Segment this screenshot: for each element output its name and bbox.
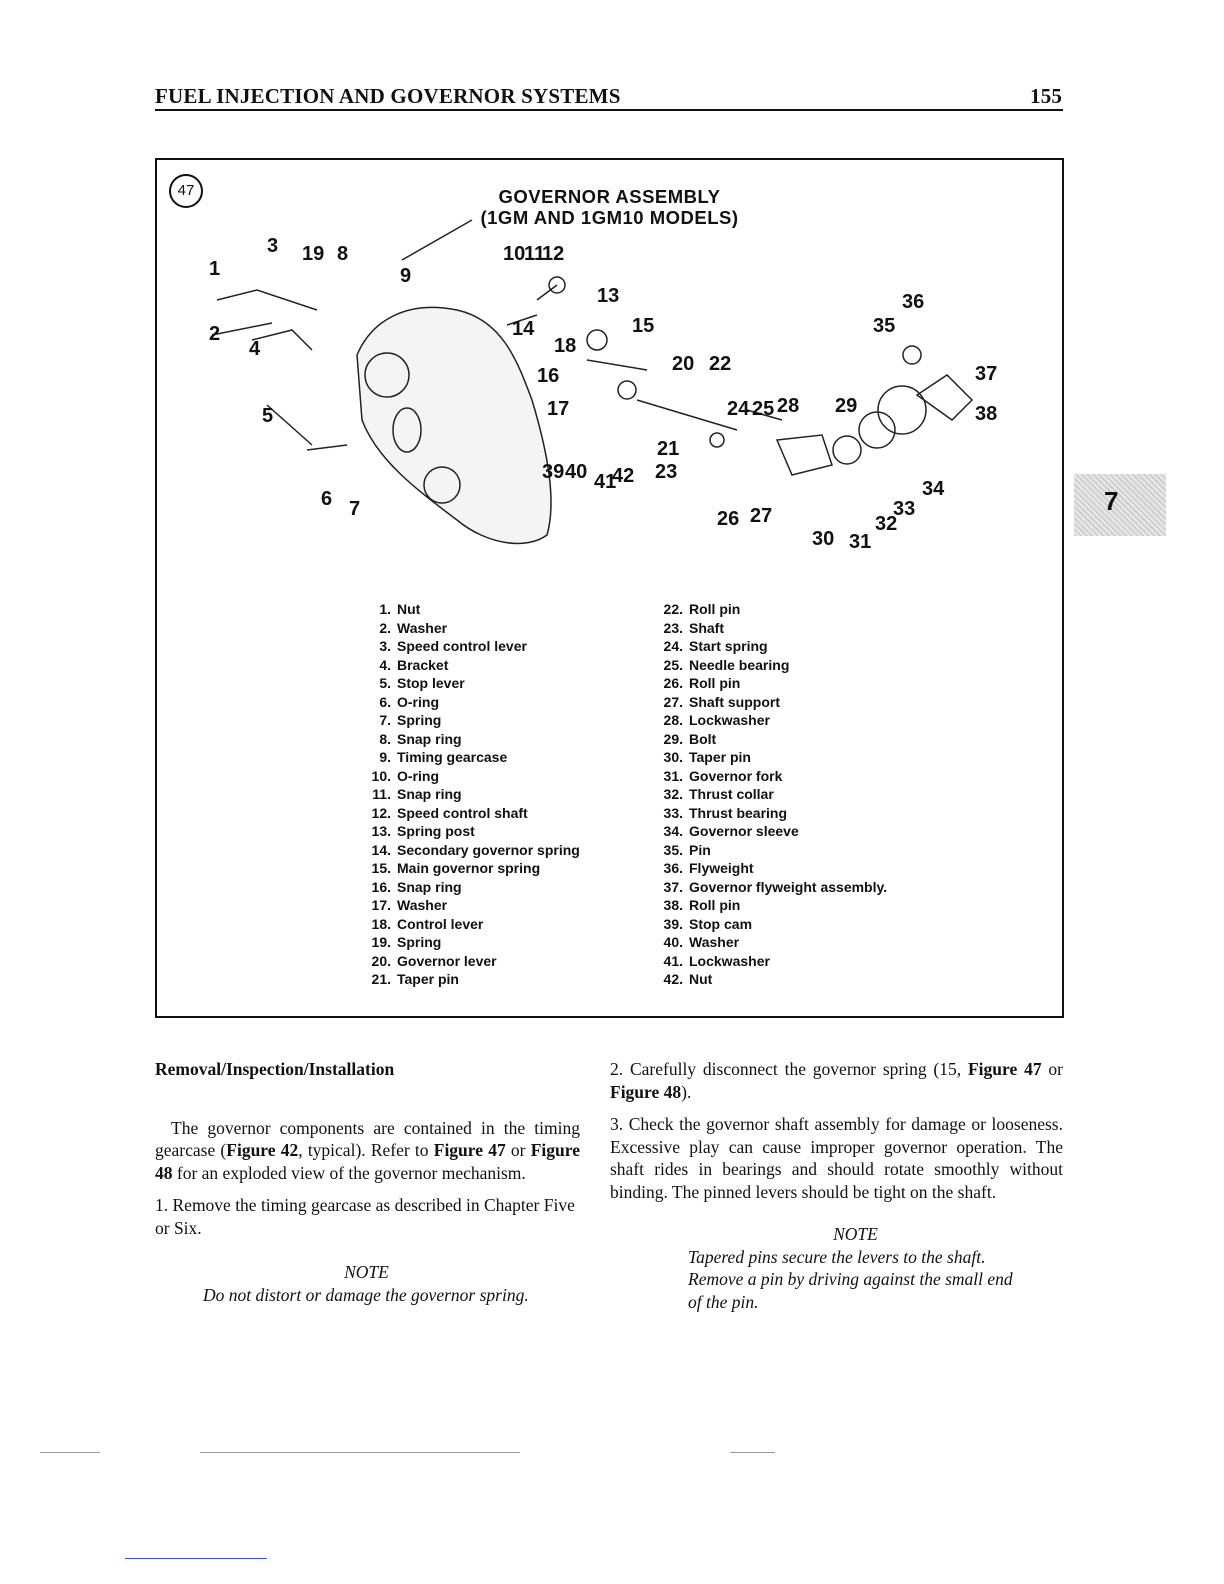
- legend-item: [363, 878, 580, 897]
- legend-item: [655, 896, 887, 915]
- legend-number: 34.: [663, 823, 683, 839]
- legend-item: [363, 619, 580, 638]
- legend-item: [655, 711, 887, 730]
- callout-34: 34: [922, 478, 945, 500]
- legend-number: 21.: [371, 971, 391, 987]
- legend-item: [655, 637, 887, 656]
- callout-27: 27: [750, 505, 773, 527]
- legend-number: 9.: [379, 749, 391, 765]
- legend-number: 38.: [663, 897, 683, 913]
- legend-number: 41.: [663, 952, 683, 969]
- legend-item: [363, 859, 580, 878]
- legend-item: [363, 600, 580, 619]
- legend-label: Taper pin: [397, 971, 459, 987]
- legend-label: Start spring: [689, 638, 768, 654]
- step-3: 3. Check the governor shaft assembly for damage or looseness. Excessive play can cause improper governor operation. The shaft rides in bearings and should rotate smoothly without binding. The pinned levers should be tight on the shaft.: [610, 1114, 1063, 1202]
- legend-item: [363, 693, 580, 712]
- legend-number: 32.: [663, 786, 683, 802]
- legend-label: Roll pin: [689, 601, 741, 617]
- callout-7: 7: [349, 498, 361, 520]
- callout-4: 4: [249, 338, 261, 360]
- legend-item: [655, 970, 887, 989]
- legend-item: [655, 785, 887, 804]
- note-text: Do not distort or damage the governor spring.: [203, 1284, 529, 1305]
- legend-number: 37.: [663, 878, 683, 895]
- legend-label: Stop cam: [689, 915, 753, 932]
- legend-label: Governor flyweight assembly.: [689, 878, 888, 895]
- page-number: 155: [1030, 84, 1063, 108]
- figure-ref: Figure 42: [226, 1140, 299, 1160]
- callout-30: 30: [812, 528, 835, 550]
- legend-item: [655, 952, 887, 971]
- legend-number: 22.: [663, 601, 683, 617]
- legend-number: 24.: [663, 638, 683, 654]
- legend-item: [363, 748, 580, 767]
- legend-item: [655, 841, 887, 860]
- callout-41: 41: [594, 471, 617, 493]
- callout-37: 37: [975, 363, 998, 385]
- legend-label: Roll pin: [689, 897, 741, 913]
- callout-19: 19: [302, 243, 325, 265]
- legend-label: O-ring: [397, 693, 439, 710]
- legend-item: [363, 656, 580, 675]
- legend-number: 4.: [379, 656, 391, 673]
- legend-label: Snap ring: [397, 730, 462, 747]
- callout-40: 40: [565, 461, 588, 483]
- callout-2: 2: [209, 323, 221, 345]
- legend-label: O-ring: [397, 767, 439, 784]
- legend-number: 18.: [371, 915, 391, 932]
- figure-47: [155, 158, 1064, 1018]
- legend-item: [655, 693, 887, 712]
- callout-22: 22: [709, 353, 732, 375]
- callout-33: 33: [893, 498, 916, 520]
- note-title: NOTE: [344, 1262, 389, 1282]
- scan-artifact-line: [200, 1452, 520, 1453]
- legend-number: 15.: [371, 860, 391, 876]
- legend-item: [655, 600, 887, 619]
- legend-number: 2.: [379, 619, 391, 636]
- legend-label: Timing gearcase: [397, 749, 508, 765]
- callout-14: 14: [512, 318, 535, 340]
- figure-title-line-1: GOVERNOR ASSEMBLY: [498, 186, 721, 207]
- legend-label: Nut: [397, 601, 421, 617]
- callout-26: 26: [717, 508, 740, 530]
- legend-number: 8.: [379, 730, 391, 747]
- figure-ref: Figure 48: [610, 1081, 682, 1102]
- figure-number: 47: [169, 174, 203, 208]
- callout-18: 18: [554, 335, 577, 357]
- legend-number: 36.: [663, 860, 683, 876]
- legend-number: 33.: [663, 804, 683, 821]
- callout-6: 6: [321, 488, 333, 510]
- legend-item: [655, 730, 887, 749]
- legend-label: Governor fork: [689, 767, 783, 784]
- callout-16: 16: [537, 365, 560, 387]
- legend-item: [655, 878, 887, 897]
- callout-15: 15: [632, 315, 655, 337]
- legend-label: Lockwasher: [689, 952, 770, 969]
- callout-5: 5: [262, 405, 274, 427]
- callout-42: 42: [612, 465, 635, 487]
- legend-item: [363, 896, 580, 915]
- legend-number: 6.: [379, 693, 391, 710]
- legend-item: [363, 674, 580, 693]
- callout-12: 12: [542, 243, 565, 265]
- scan-artifact-line: [730, 1452, 775, 1453]
- legend-number: 23.: [663, 619, 683, 636]
- legend-number: 35.: [663, 841, 683, 858]
- callout-17: 17: [547, 398, 570, 420]
- legend-label: Lockwasher: [689, 712, 770, 728]
- legend-label: Shaft: [689, 619, 724, 636]
- legend-label: Speed control shaft: [397, 804, 528, 821]
- callout-8: 8: [337, 243, 349, 265]
- legend-label: Bolt: [689, 730, 717, 747]
- note-right: [688, 1223, 1023, 1313]
- legend-number: 40.: [663, 934, 683, 950]
- legend-number: 25.: [663, 656, 683, 673]
- legend-label: Bracket: [397, 656, 449, 673]
- callout-38: 38: [975, 403, 998, 425]
- legend-label: Shaft support: [689, 693, 780, 710]
- legend-number: 16.: [371, 878, 391, 895]
- callout-31: 31: [849, 531, 872, 553]
- callout-11: 11: [524, 243, 546, 265]
- legend-label: Spring: [397, 712, 442, 728]
- legend-number: 5.: [379, 675, 391, 691]
- legend-number: 11.: [372, 786, 391, 802]
- running-header-title: FUEL INJECTION AND GOVERNOR SYSTEMS: [155, 84, 621, 108]
- legend-item: [363, 841, 580, 860]
- legend-number: 28.: [663, 712, 683, 728]
- chapter-tab-number: 7: [1104, 486, 1119, 516]
- legend-number: 30.: [663, 749, 683, 765]
- legend-item: [655, 674, 887, 693]
- legend-number: 39.: [663, 915, 683, 932]
- legend-item: [363, 785, 580, 804]
- callout-25: 25: [752, 398, 775, 420]
- legend-item: [655, 933, 887, 952]
- callout-13: 13: [597, 285, 620, 307]
- legend-item: [363, 637, 580, 656]
- callout-23: 23: [655, 461, 678, 483]
- callout-35: 35: [873, 315, 896, 337]
- legend-number: 27.: [663, 693, 683, 710]
- legend-label: Thrust bearing: [689, 804, 788, 821]
- legend-item: [655, 748, 887, 767]
- legend-label: Main governor spring: [397, 860, 541, 876]
- callout-10: 10: [503, 243, 526, 265]
- legend-label: Snap ring: [397, 786, 462, 802]
- legend-item: [363, 952, 580, 971]
- legend-number: 13.: [371, 823, 391, 839]
- note-title: NOTE: [833, 1224, 878, 1244]
- legend-item: [363, 711, 580, 730]
- legend-right: [655, 600, 887, 989]
- callout-29: 29: [835, 395, 858, 417]
- legend-item: [363, 822, 580, 841]
- right-column: [610, 1058, 1063, 1313]
- legend-label: Snap ring: [397, 878, 462, 895]
- header-rule: [155, 109, 1063, 111]
- legend-label: Nut: [689, 971, 713, 987]
- legend-number: 29.: [663, 730, 683, 747]
- callout-28: 28: [777, 395, 800, 417]
- intro-paragraph: The governor components are contained in the timing gearcase (Figure 42, typical). Refer to Figure 47 or Figure 48 for an exploded view of the governor mechanism.: [155, 1117, 580, 1183]
- legend-number: 20.: [371, 952, 391, 969]
- legend-label: Flyweight: [689, 860, 754, 876]
- step-1: 1. Remove the timing gearcase as described in Chapter Five or Six.: [155, 1195, 575, 1238]
- legend-number: 42.: [663, 971, 683, 987]
- figure-title-line-2: (1GM AND 1GM10 MODELS): [480, 207, 739, 228]
- legend-number: 31.: [663, 767, 683, 784]
- legend-number: 17.: [371, 897, 391, 913]
- legend-label: Governor sleeve: [689, 823, 799, 839]
- callout-36: 36: [902, 291, 925, 313]
- legend-item: [363, 915, 580, 934]
- legend-item: [655, 859, 887, 878]
- scan-artifact-line: [40, 1452, 100, 1453]
- callout-20: 20: [672, 353, 695, 375]
- legend-item: [363, 767, 580, 786]
- legend-item: [363, 730, 580, 749]
- legend-label: Washer: [397, 897, 448, 913]
- callout-32: 32: [875, 513, 898, 535]
- figure-ref: Figure 48: [155, 1140, 580, 1183]
- callout-9: 9: [400, 265, 412, 287]
- note-left: [203, 1261, 530, 1306]
- callout-1: 1: [209, 258, 221, 280]
- legend-item: [655, 822, 887, 841]
- legend-number: 1.: [379, 601, 391, 617]
- figure-ref: Figure 47: [433, 1140, 506, 1160]
- legend-item: [655, 804, 887, 823]
- legend-label: Needle bearing: [689, 656, 790, 673]
- legend-number: 7.: [379, 712, 391, 728]
- legend-label: Spring post: [397, 823, 475, 839]
- legend-label: Stop lever: [397, 675, 465, 691]
- legend-label: Spring: [397, 934, 442, 950]
- legend-label: Pin: [689, 841, 711, 858]
- callout-39: 39: [542, 461, 565, 483]
- legend-left: [363, 600, 580, 989]
- left-column: [155, 1058, 580, 1306]
- legend-number: 12.: [371, 804, 391, 821]
- legend-number: 26.: [663, 675, 683, 691]
- legend-label: Governor lever: [397, 952, 497, 969]
- callout-21: 21: [657, 438, 680, 460]
- legend-label: Control lever: [397, 915, 484, 932]
- legend-item: [363, 933, 580, 952]
- legend-number: 10.: [371, 767, 391, 784]
- legend-label: Thrust collar: [689, 786, 774, 802]
- legend-item: [655, 915, 887, 934]
- legend-label: Washer: [397, 619, 448, 636]
- figure-title: [157, 186, 1062, 228]
- legend-number: 19.: [371, 934, 391, 950]
- scan-artifact-line: [125, 1558, 267, 1559]
- legend-label: Taper pin: [689, 749, 751, 765]
- legend-label: Roll pin: [689, 675, 741, 691]
- legend-item: [655, 619, 887, 638]
- legend-label: Secondary governor spring: [397, 841, 580, 858]
- callout-3: 3: [267, 235, 279, 257]
- figure-ref: Figure 47: [967, 1059, 1042, 1079]
- legend-label: Washer: [689, 934, 740, 950]
- legend-item: [363, 804, 580, 823]
- legend-label: Speed control lever: [397, 638, 527, 654]
- callout-24: 24: [727, 398, 750, 420]
- legend-item: [655, 767, 887, 786]
- section-heading: Removal/Inspection/Installation: [155, 1059, 395, 1079]
- note-text: Tapered pins secure the levers to the shaft. Remove a pin by driving against the small end of the pin.: [688, 1246, 1013, 1312]
- legend-number: 3.: [379, 638, 391, 654]
- chapter-tab: [1074, 474, 1166, 536]
- legend-item: [363, 970, 580, 989]
- legend-item: [655, 656, 887, 675]
- step-2: 2. Carefully disconnect the governor spring (15, Figure 47 or Figure 48).: [610, 1059, 1063, 1102]
- legend-number: 14.: [371, 841, 391, 858]
